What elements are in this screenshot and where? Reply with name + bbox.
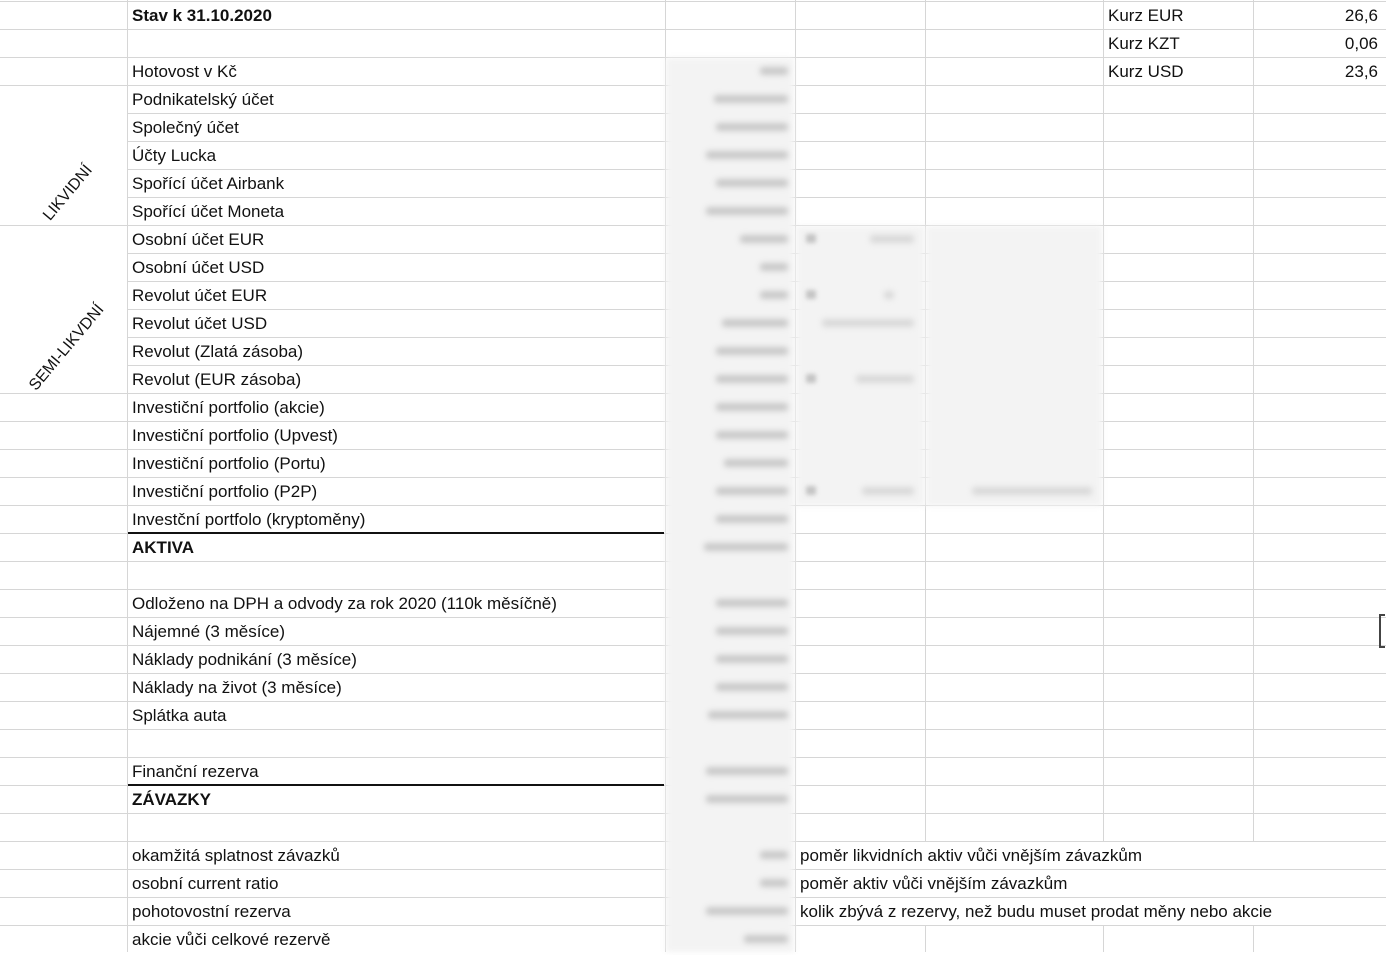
redacted-value — [716, 515, 788, 523]
row-label[interactable]: Spořící účet Airbank — [132, 174, 285, 193]
redacted-value — [760, 879, 788, 887]
redacted-value — [870, 235, 914, 243]
selection-edge-marker[interactable] — [1379, 614, 1385, 648]
redacted-value — [716, 599, 788, 607]
row-label[interactable]: Podnikatelský účet — [132, 90, 274, 109]
row-label[interactable]: pohotovostní rezerva — [132, 902, 291, 921]
total-border — [128, 532, 664, 534]
row-label[interactable]: Osobní účet EUR — [132, 230, 265, 249]
redacted-value — [716, 123, 788, 131]
redacted-value — [716, 487, 788, 495]
sheet-title[interactable]: Stav k 31.10.2020 — [132, 6, 272, 25]
redacted-value — [856, 375, 914, 383]
redacted-value — [760, 291, 788, 299]
row-label[interactable]: Investiční portfolio (P2P) — [132, 482, 318, 501]
row-label[interactable]: Revolut (EUR zásoba) — [132, 370, 302, 389]
note-text[interactable]: poměr likvidních aktiv vůči vnějším závazkům — [800, 846, 1143, 865]
rate-eur-label[interactable]: Kurz EUR — [1108, 6, 1184, 25]
row-line — [796, 869, 1385, 870]
redacted-value — [716, 655, 788, 663]
row-label[interactable]: Revolut účet USD — [132, 314, 268, 333]
redacted-value — [708, 711, 788, 719]
row-label[interactable]: Náklady na život (3 měsíce) — [132, 678, 342, 697]
group-label-semi-liquid: SEMI-LIKVDNÍ — [26, 301, 108, 394]
redacted-value — [724, 459, 788, 467]
redacted-value — [822, 319, 914, 327]
column-line — [1253, 0, 1254, 952]
column-line — [127, 0, 128, 952]
redacted-value — [716, 403, 788, 411]
redacted-value — [972, 487, 1092, 495]
redacted-values-column — [666, 58, 794, 952]
redacted-value — [714, 95, 788, 103]
redacted-currency-symbol — [806, 290, 816, 299]
redacted-currency-symbol — [806, 234, 816, 243]
total-border — [128, 784, 664, 786]
redacted-value — [706, 151, 788, 159]
redacted-currency-symbol — [806, 486, 816, 495]
rate-usd-label[interactable]: Kurz USD — [1108, 62, 1184, 81]
row-label[interactable]: okamžitá splatnost závazků — [132, 846, 340, 865]
note-text[interactable]: poměr aktiv vůči vnějším závazkům — [800, 874, 1068, 893]
row-label[interactable]: Osobní účet USD — [132, 258, 265, 277]
row-label[interactable]: Investiční portfolio (akcie) — [132, 398, 325, 417]
redacted-currency-column — [796, 226, 924, 506]
row-label[interactable]: Revolut účet EUR — [132, 286, 268, 305]
row-label[interactable]: Odloženo na DPH a odvody za rok 2020 (110k měsíčně) — [132, 594, 557, 613]
rate-kzt-label[interactable]: Kurz KZT — [1108, 34, 1180, 53]
redacted-value — [716, 179, 788, 187]
row-label[interactable]: Investiční portfolio (Upvest) — [132, 426, 338, 445]
redacted-value — [744, 935, 788, 943]
rate-eur-value[interactable]: 26,6 — [1344, 6, 1378, 25]
redacted-value — [760, 263, 788, 271]
redacted-value — [704, 543, 788, 551]
redacted-value — [760, 67, 788, 75]
row-label[interactable]: Finanční rezerva — [132, 762, 259, 781]
total-liabilities-label[interactable]: ZÁVAZKY — [132, 790, 212, 809]
redacted-value — [706, 767, 788, 775]
row-line — [796, 897, 1385, 898]
row-label[interactable]: Hotovost v Kč — [132, 62, 237, 81]
row-label[interactable]: Náklady podnikání (3 měsíce) — [132, 650, 357, 669]
redacted-currency-symbol — [806, 374, 816, 383]
rate-usd-value[interactable]: 23,6 — [1344, 62, 1378, 81]
redacted-value — [716, 431, 788, 439]
total-assets-label[interactable]: AKTIVA — [132, 538, 195, 557]
row-label[interactable]: Spořící účet Moneta — [132, 202, 285, 221]
redacted-foreign-column — [926, 226, 1102, 506]
redacted-value — [740, 235, 788, 243]
group-label-liquid: LIKVIDNÍ — [40, 161, 96, 224]
redacted-value — [716, 683, 788, 691]
redacted-value — [706, 907, 788, 915]
row-label[interactable]: Investiční portfolio (Portu) — [132, 454, 326, 473]
row-label[interactable]: Splátka auta — [132, 706, 227, 725]
redacted-value — [706, 207, 788, 215]
note-text[interactable]: kolik zbývá z rezervy, než budu muset prodat měny nebo akcie — [800, 902, 1273, 921]
row-label[interactable]: Nájemné (3 měsíce) — [132, 622, 286, 641]
row-label[interactable]: Společný účet — [132, 118, 239, 137]
redacted-value — [760, 851, 788, 859]
row-label[interactable]: osobní current ratio — [132, 874, 279, 893]
redacted-value — [716, 347, 788, 355]
redacted-value — [706, 795, 788, 803]
row-label[interactable]: akcie vůči celkové rezervě — [132, 930, 331, 949]
row-label[interactable]: Účty Lucka — [132, 146, 217, 165]
redacted-value — [862, 487, 914, 495]
column-line — [1103, 0, 1104, 952]
row-label[interactable]: Revolut (Zlatá zásoba) — [132, 342, 304, 361]
redacted-value — [716, 375, 788, 383]
redacted-value — [884, 291, 894, 299]
redacted-value — [716, 627, 788, 635]
redacted-value — [722, 319, 788, 327]
rate-kzt-value[interactable]: 0,06 — [1344, 34, 1378, 53]
row-label[interactable]: Investční portfolo (kryptoměny) — [132, 510, 366, 529]
